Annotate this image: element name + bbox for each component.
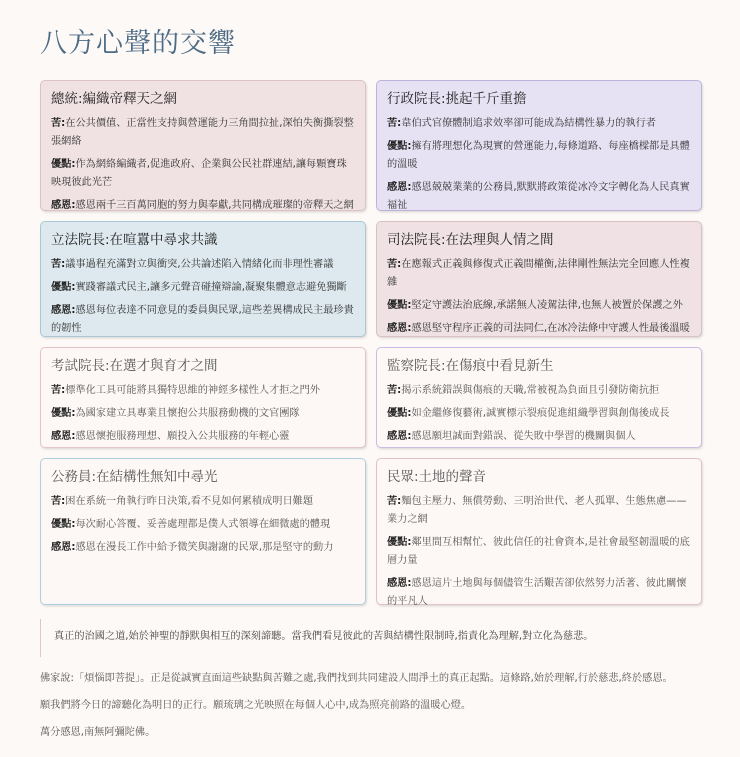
- text-suffering: 困在系統一角執行昨日決策,看不見如何累積成明日難題: [65, 496, 314, 507]
- card-suffering: [51, 382, 355, 400]
- label-strength: 優點:: [51, 282, 76, 293]
- text-strength: 作為網絡編織者,促進政府、企業與公民社群連結,讓每顆寶珠映現彼此光芒: [51, 159, 347, 188]
- text-suffering: 在公共價值、正當性支持與營運能力三角間拉扯,深怕失衡撕裂整張網絡: [51, 118, 354, 147]
- label-suffering: 苦:: [387, 496, 402, 507]
- label-suffering: 苦:: [387, 118, 402, 129]
- label-gratitude: 感恩:: [51, 305, 76, 316]
- text-strength: 為國家建立具專業且懷抱公共服務動機的文官團隊: [75, 408, 300, 419]
- card-strength: [387, 534, 691, 570]
- card-control: [376, 347, 702, 448]
- label-strength: 優點:: [387, 408, 412, 419]
- label-gratitude: 感恩:: [51, 431, 76, 442]
- card-title: 考試院長:在選才與育才之間: [51, 358, 218, 374]
- card-title: 公務員:在結構性無知中尋光: [51, 469, 218, 485]
- card-title: 司法院長:在法理與人情之間: [387, 232, 554, 248]
- card-suffering: [51, 256, 355, 274]
- card-gratitude: [387, 179, 691, 215]
- card-gratitude: [387, 575, 691, 611]
- text-suffering: 在應報式正義與修復式正義間權衡,法律剛性無法完全回應人性複雜: [387, 259, 690, 288]
- card-executive: [376, 80, 702, 211]
- text-strength: 實踐審議式民主,讓多元聲音碰撞辯論,凝聚集體意志避免獨斷: [75, 282, 347, 293]
- label-strength: 優點:: [387, 141, 412, 152]
- text-suffering: 標準化工具可能將具獨特思維的神經多樣性人才拒之門外: [65, 385, 320, 396]
- text-gratitude: 感恩兢兢業業的公務員,默默將政策從冰冷文字轉化為人民真實福祉: [387, 182, 690, 211]
- card-gratitude: [387, 320, 691, 338]
- label-suffering: 苦:: [51, 496, 66, 507]
- closing-paragraph: 萬分感恩,南無阿彌陀佛。: [40, 727, 156, 738]
- label-suffering: 苦:: [51, 118, 66, 129]
- text-strength: 每次耐心答覆、妥善處理都是僕人式領導在細微處的體現: [75, 519, 331, 530]
- label-strength: 優點:: [387, 537, 412, 548]
- label-suffering: 苦:: [387, 385, 402, 396]
- card-strength: [387, 297, 691, 315]
- text-gratitude: 感恩兩千三百萬同胞的努力與奉獻,共同構成璀璨的帝釋天之網: [75, 200, 354, 211]
- card-gratitude: [51, 302, 355, 338]
- card-strength: [51, 156, 355, 192]
- card-suffering: [387, 493, 691, 529]
- card-strength: [51, 279, 355, 297]
- label-strength: 優點:: [51, 519, 76, 530]
- label-suffering: 苦:: [387, 259, 402, 270]
- card-suffering: [387, 382, 691, 400]
- label-strength: 優點:: [51, 159, 76, 170]
- card-title: 民眾:土地的聲音: [387, 469, 487, 485]
- label-gratitude: 感恩:: [387, 323, 412, 334]
- text-suffering: 議事過程充滿對立與衝突,公共論述陷入情緒化而非理性審議: [65, 259, 334, 270]
- label-strength: 優點:: [51, 408, 76, 419]
- text-gratitude: 感恩堅守程序正義的司法同仁,在冰冷法條中守護人性最後溫暖: [411, 323, 690, 334]
- text-strength: 鄰里間互相幫忙、彼此信任的社會資本,是社會最堅韌溫暖的底層力量: [387, 537, 690, 566]
- text-gratitude: 感恩每位表達不同意見的委員與民眾,這些差異構成民主最珍貴的韌性: [51, 305, 354, 334]
- card-president: [40, 80, 366, 211]
- label-gratitude: 感恩:: [387, 182, 412, 193]
- label-gratitude: 感恩:: [387, 578, 412, 589]
- card-title: 行政院長:挑起千斤重擔: [387, 91, 527, 107]
- label-gratitude: 感恩:: [51, 542, 76, 553]
- card-judicial: [376, 221, 702, 337]
- card-suffering: [387, 115, 691, 133]
- text-suffering: 韋伯式官僚體制追求效率卻可能成為結構性暴力的執行者: [401, 118, 656, 129]
- card-suffering: [51, 493, 355, 511]
- text-strength: 堅定守護法治底線,承諾無人凌駕法律,也無人被置於保護之外: [411, 300, 683, 311]
- card-civil-servant: [40, 458, 366, 605]
- card-gratitude: [51, 197, 355, 215]
- card-gratitude: [51, 428, 355, 446]
- closing-paragraph: 願我們將今日的諦聽化為明日的正行。願琉璃之光映照在每個人心中,成為照亮前路的溫暖心燈。: [40, 700, 472, 711]
- card-strength: [51, 405, 355, 423]
- card-strength: [51, 516, 355, 534]
- card-citizens: [376, 458, 702, 605]
- label-suffering: 苦:: [51, 385, 66, 396]
- text-gratitude: 感恩這片土地與每個儘管生活艱苦卻依然努力活著、彼此關懷的平凡人: [387, 578, 687, 607]
- card-title: 立法院長:在喧囂中尋求共識: [51, 232, 218, 248]
- closing-section: [40, 671, 702, 741]
- text-suffering: 麵包主壓力、無償勞動、三明治世代、老人孤單、生態焦慮——業力之網: [387, 496, 687, 525]
- label-suffering: 苦:: [51, 259, 66, 270]
- card-examination: [40, 347, 366, 448]
- page-title: 八方心聲的交響: [40, 28, 236, 59]
- card-suffering: [387, 256, 691, 292]
- cards-grid: [40, 80, 702, 605]
- text-gratitude: 感恩在漫長工作中給予微笑與謝謝的民眾,那是堅守的動力: [75, 542, 334, 553]
- card-strength: [387, 138, 691, 174]
- label-strength: 優點:: [387, 300, 412, 311]
- blockquote: 真正的治國之道,始於神聖的靜默與相互的深刻諦聽。當我們看見彼此的苦與結構性限制時,指責化為理解,對立化為慈悲。: [40, 619, 702, 657]
- text-gratitude: 感恩懷抱服務理想、願投入公共服務的年輕心靈: [75, 431, 290, 442]
- label-gratitude: 感恩:: [51, 200, 76, 211]
- card-gratitude: [387, 428, 691, 446]
- text-suffering: 揭示系統錯誤與傷痕的天職,常被視為負面且引發防衛抗拒: [401, 385, 660, 396]
- card-title: 總統:編織帝釋天之網: [51, 91, 178, 107]
- card-title: 監察院長:在傷痕中看見新生: [387, 358, 554, 374]
- card-strength: [387, 405, 691, 423]
- card-gratitude: [51, 539, 355, 557]
- card-legislative: [40, 221, 366, 337]
- card-suffering: [51, 115, 355, 151]
- text-gratitude: 感恩願坦誠面對錯誤、從失敗中學習的機關與個人: [411, 431, 636, 442]
- closing-paragraph: 佛家說:「煩惱即菩提」。正是從誠實直面這些缺點與苦難之處,我們找到共同建設人間淨土的真正起點。這條路,始於理解,行於慈悲,終於感恩。: [40, 673, 673, 684]
- text-strength: 擁有將理想化為現實的營運能力,每條道路、每座橋樑都是具體的溫暖: [387, 141, 690, 170]
- text-strength: 如金繼修復藝術,誠實標示裂痕促進組織學習與創傷後成長: [411, 408, 670, 419]
- label-gratitude: 感恩:: [387, 431, 412, 442]
